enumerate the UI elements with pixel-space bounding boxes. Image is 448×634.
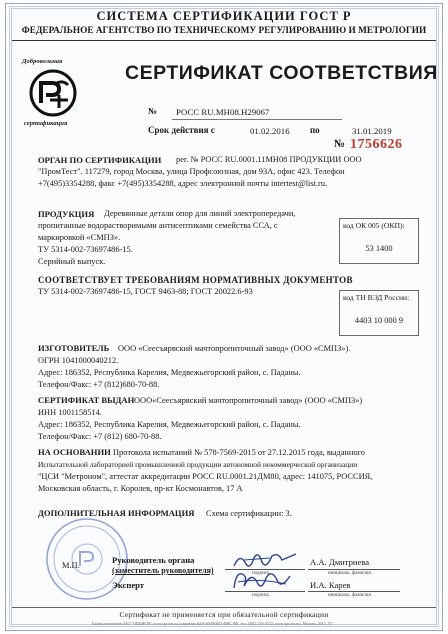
expert-signature-line — [225, 591, 305, 592]
head-name-caption: инициалы, фамилия — [328, 571, 371, 576]
basis-line-2: Испытательной лабораторией промышленной продукции автономной некоммерческой организации — [38, 460, 358, 469]
issued-to-line-3: Адрес: 186352, Республика Карелия, Медвежьегорский район, с. Паданы. — [38, 420, 301, 429]
tnved-box — [339, 290, 419, 336]
head-label: Руководитель органа — [112, 555, 195, 565]
system-title: СИСТЕМА СЕРТИФИКАЦИИ ГОСТ Р — [96, 9, 352, 23]
additional-scheme: Схема сертификации: 3. — [206, 509, 292, 518]
basis-line-3: "ЦСИ "Метроном", аттестат аккредитации РОСС RU.0001.21ДМ80, адрес: 141075, РОССИЯ, — [38, 472, 373, 481]
expert-name-caption: инициалы, фамилия — [328, 593, 371, 598]
organ-label: ОРГАН ПО СЕРТИФИКАЦИИ — [38, 155, 162, 165]
product-line-3: маркировкой «СМПЗ». — [38, 233, 121, 242]
manufacturer-line-1: ООО «Сеесъярвский мачтопропиточный завод» (ООО «СМПЗ»). — [118, 344, 351, 353]
issued-to-label: СЕРТИФИКАТ ВЫДАН — [38, 395, 135, 405]
expert-name-line — [308, 591, 400, 592]
issued-to-line-2: ИНН 1001158514. — [38, 408, 102, 417]
mp-label: М.П. — [62, 561, 80, 570]
organ-line-2: "ПромТест". 117279, город Москва, улица Профсоюзная, дом 93А, офис 423. Телефон — [38, 167, 345, 176]
organ-line-3: +7(495)3354288, факс +7(495)3354288, адрес электронной почты intertest@list.ru. — [38, 179, 328, 188]
expert-label: Эксперт — [112, 580, 145, 590]
footer-note: Сертификат не применяется при обязательной сертификации — [119, 610, 329, 619]
product-line-2: пропитанные водорастворимыми антисептиками семейства ССА, с — [38, 221, 278, 230]
head-signature-caption: подпись — [252, 571, 270, 576]
agency-title: ФЕДЕРАЛЬНОЕ АГЕНТСТВО ПО ТЕХНИЧЕСКОМУ РЕГУЛИРОВАНИЮ И МЕТРОЛОГИИ — [21, 26, 427, 36]
certificate-title: СЕРТИФИКАТ СООТВЕТСТВИЯ — [125, 62, 438, 84]
footer-rule — [12, 607, 436, 608]
head-name: А.А. Дмитриева — [310, 557, 370, 567]
logo-text-top: Добровольная — [22, 58, 63, 65]
basis-label: НА ОСНОВАНИИ — [38, 447, 111, 457]
okp-box — [339, 218, 419, 264]
manufacturer-line-3: Адрес: 186352, Республика Карелия, Медвежьегорский район, с. Паданы. — [38, 368, 301, 377]
okp-value: 53 1400 — [365, 244, 393, 253]
issued-to-line-4: Телефон/Факс: +7 (812) 680-70-88. — [38, 432, 162, 441]
expert-signature — [228, 566, 300, 594]
logo-text-bottom: сертификация — [24, 120, 68, 127]
number-underline — [172, 119, 342, 120]
tnved-caption: код ТН ВЭД России: — [343, 293, 410, 302]
expert-signature-caption: подпись — [252, 593, 270, 598]
validity-label: Срок действия с — [148, 125, 215, 135]
manufacturer-label: ИЗГОТОВИТЕЛЬ — [38, 343, 110, 353]
product-line-1: Деревянные детали опор для линий электропередачи, — [104, 209, 296, 218]
head-name-line — [308, 569, 400, 570]
head-sub-label: (заместитель руководителя) — [112, 566, 214, 575]
product-line-5: Серийный выпуск. — [38, 257, 106, 266]
requirements-line-1: ТУ 5314-002-73697486-15, ГОСТ 9463-88; ГОСТ 20022.6-93 — [38, 287, 253, 296]
requirements-label: СООТВЕТСТВУЕТ ТРЕБОВАНИЯМ НОРМАТИВНЫХ ДОКУМЕНТОВ — [38, 275, 353, 285]
expert-name: И.А. Карев — [310, 580, 351, 590]
validity-to: 31.01.2019 — [352, 126, 392, 136]
product-label: ПРОДУКЦИЯ — [38, 209, 95, 219]
manufacturer-line-4: Телефон/Факс: +7 (812)680-70-88. — [38, 380, 160, 389]
serial-number: 1756626 — [350, 137, 403, 152]
tnved-value: 4403 10 000 9 — [354, 316, 404, 325]
okp-caption: код ОК 005 (ОКП): — [343, 221, 405, 230]
blank-imprint: Бланк изготовлен ЗАО "ОПЦИОН" www.opcion.ru (лицензия №05-05-09/003 ФНС РФ, тел. (495) 726-4742, www.opcion.ru), Москва, 2015, "Б" — [92, 621, 334, 626]
organ-line-1: рег. № РОСС RU.0001.11МН08 ПРОДУКЦИИ ООО — [176, 155, 362, 164]
issued-to-line-1: ООО«Сеесъярвский мачтопропиточный завод» (ООО «СМПЗ») — [134, 396, 363, 405]
manufacturer-line-2: ОГРН 1041000040212. — [38, 356, 119, 365]
additional-label: ДОПОЛНИТЕЛЬНАЯ ИНФОРМАЦИЯ — [38, 508, 195, 518]
product-line-4: ТУ 5314-002-73697486-15. — [38, 245, 133, 254]
basis-line-4: Московская область, г. Королев, пр-кт Космонавтов, 17 А — [38, 484, 243, 493]
basis-line-1: Протокола испытаний № 578-7569-2015 от 27.12.2015 года, выданного — [113, 448, 365, 457]
header-rule — [12, 40, 436, 41]
validity-to-label: по — [310, 125, 320, 135]
certificate-number: РОСС RU.МН08.Н29067 — [176, 107, 270, 117]
gost-r-voluntary-logo — [22, 58, 78, 136]
serial-sign: № — [334, 138, 346, 150]
number-sign: № — [148, 106, 158, 116]
validity-from: 01.02.2016 — [250, 126, 290, 136]
pct-mark-icon — [28, 68, 78, 118]
